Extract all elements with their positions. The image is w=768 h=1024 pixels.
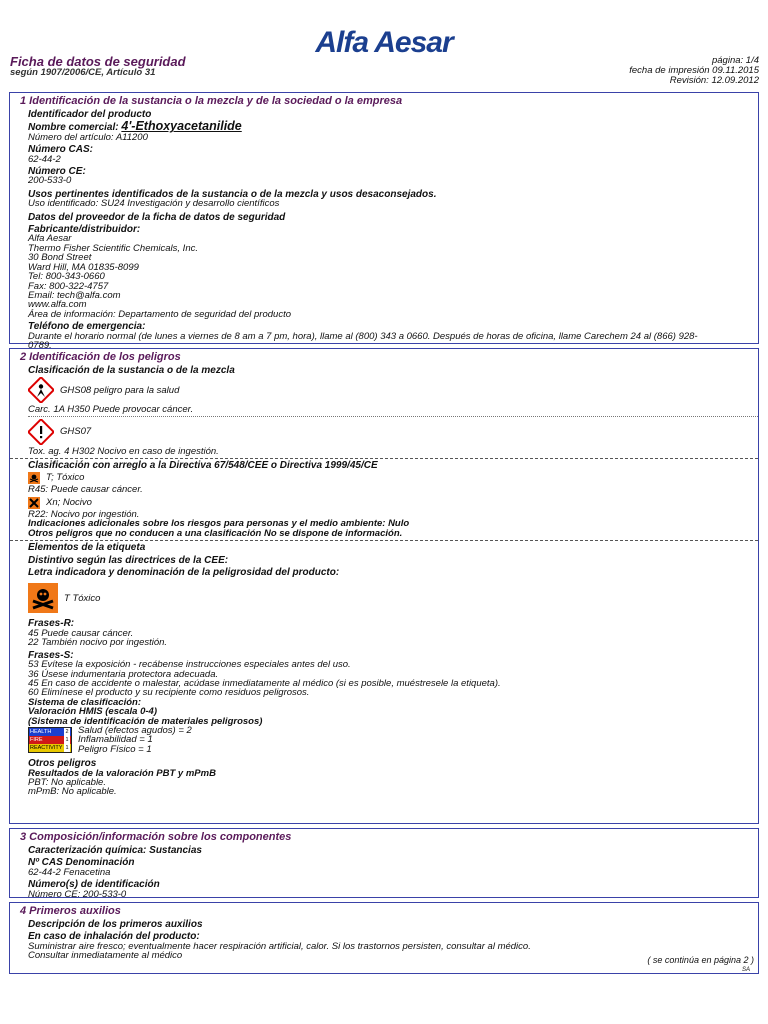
s1-line: Durante el horario normal (de lunes a viernes de 8 am a 7 pm, hora), llame al (800) 343 a 0660. Después de horas de oficina, llame Carechem 24 al (866) 928- [28,330,698,342]
harmful-icon [28,497,40,509]
s1-line: Alfa Aesar [28,233,72,245]
s1-line: 62-44-2 [28,153,61,165]
s1-line: Thermo Fisher Scientific Chemicals, Inc. [28,242,198,254]
s1-line: Número del artículo: A11200 [28,131,148,143]
s4-line: En caso de inhalación del producto: [28,931,200,943]
s4-line: Descripción de los primeros auxilios [28,919,203,930]
s3-line: 62-44-2 Fenacetina [28,866,111,878]
carc-line: Carc. 1A H350 Puede provocar cáncer. [28,404,194,416]
section-3-heading: 3 Composición/información sobre los componentes [20,831,292,843]
exclamation-icon [28,419,54,445]
ghs08-row: GHS08 peligro para la salud [28,377,758,403]
s1-line: Fabricante/distribuidor: [28,224,141,236]
s1-line: Email: tech@alfa.com [28,289,121,301]
document-subtitle: según 1907/2006/CE, Artículo 31 [10,67,156,78]
section-1 [9,92,759,351]
s1-line: Identificador del producto [28,109,152,120]
s1-line: 200-533-0 [28,175,72,187]
section-1-heading: 1 Identificación de la sustancia o la mezcla y de la sociedad o la empresa [20,95,403,107]
s3-line: Número CE: 200-533-0 [28,888,127,900]
s3-line: Nº CAS Denominación [28,857,135,869]
s1-line: Área de información: Departamento de seguridad del producto [28,308,291,320]
s3-line: Caracterización química: Sustancias [28,845,202,856]
footer-code: SA [741,967,750,973]
s1-line: Fax: 800-322-4757 [28,280,109,292]
section-2-heading: 2 Identificación de los peligros [20,351,181,363]
continued-note: ( se continúa en página 2 ) [647,955,754,965]
document-title: Ficha de datos de seguridad [10,54,186,69]
section-4-heading: 4 Primeros auxilios [20,905,121,917]
s1-line: Datos del proveedor de la ficha de datos de seguridad [28,211,286,223]
tox-line: Tox. ag. 4 H302 Nocivo en caso de ingestión. [28,445,219,457]
s1-line: www.alfa.com [28,299,87,311]
s1-line: Usos pertinentes identificados de la sustancia o de la mezcla y usos desaconsejados. [28,188,437,200]
section-3 [9,828,759,898]
toxic-icon [28,472,40,484]
s3-line: Número(s) de identificación [28,879,160,891]
ghs07-row: GHS07 [28,419,758,445]
print-date: fecha de impresión 09.11.2015 [629,65,759,76]
s1-line: 30 Bond Street [28,252,92,264]
s4-line: Consultar inmediatamente al médico [28,950,183,962]
section-4 [9,902,759,974]
section-3-body [10,846,758,899]
s4-line: Suministrar aire fresco; eventualmente hacer respiración artificial, calor. Si los trastornos persisten, consultar al médico. [28,940,531,952]
s1-line: Número CAS: [28,144,94,156]
hmis-label-icon: HEALTH 2 FIRE 1 REACTIVITY 1 [28,727,72,753]
revision-date: Revisión: 12.09.2012 [669,75,759,86]
section-4-body [10,920,758,961]
toxic-large-icon [28,583,58,613]
s1-line: Ward Hill, MA 01835-8099 [28,261,139,273]
s1-line: Número CE: [28,166,86,178]
section-2-body: Clasificación de la sustancia o de la mezcla GHS08 peligro para la salud Carc. 1A H350 Puede provocar cáncer. GHS07 Tox. ag. 4 H302 Nocivo en caso de ingestión. Clasificación con arreglo a la Directiva 67/548/CEE o Directiva 1999/45/CE T; Tóxico R45: Puede causar cáncer. Xn; Nocivo R22: Nocivo por ingestión. Indicaciones adicionales sobre los riesgos para personas y el medio ambiente: Nulo Otros peligros que no conducen a una clasificación No se dispone de información. Elementos de la etiqueta Distintivo según las directrices de la CEE: Letra indicadora y denominación de la peligrosidad del producto: T Tóxico Frases-R: 45 Puede causar cáncer. 22 También nocivo por ingestión. Frases-S: 53 Evítese la exposición - recábense instrucciones especiales antes del uso. 36 Úsese indumentaria protectora adecuada. 45 En caso de accidente o malestar, acúdase inmediatamente al médico (si es posible, muéstresele la etiqueta). 60 Elimínese el producto y su recipiente como residuos peligrosos. Sistema de clasificación: Valoración HMIS (escala 0-4) (Sistema de identificación de materiales peligrosos) HEALTH 2 FIRE 1 REACTIVITY 1 Salud (efectos agudos) = 2 Inflamabilidad = 1 Peligro Físico = 1 Otros peligros Resultados de la valoración PBT y mPmB PBT: No aplicable. mPmB: No aplicable. [10,366,758,797]
s1-line: Uso identificado: SU24 Investigación y desarrollo científicos [28,198,280,210]
page-number: página: 1/4 [711,55,759,66]
hmis-rating: HEALTH 2 FIRE 1 REACTIVITY 1 Salud (efectos agudos) = 2 Inflamabilidad = 1 Peligro Físico = 1 [30,724,192,755]
s1-line: Tel: 800-343-0660 [28,271,105,283]
brand-logo: Alfa Aesar [315,26,453,59]
section-2 [9,348,759,824]
s1-line: Teléfono de emergencia: [28,321,146,333]
section-1-body [10,110,758,350]
trade-name: 4'-Ethoxyacetanilide [121,119,242,134]
s1-line: 0789. [28,339,52,351]
s1-line: Nombre comercial: 4'-Ethoxyacetanilide [28,119,242,134]
directive-heading: Clasificación con arreglo a la Directiva 67/548/CEE o Directiva 1999/45/CE [28,460,378,472]
classification-heading: Clasificación de la sustancia o de la mezcla [28,365,235,376]
health-hazard-icon [28,377,54,403]
